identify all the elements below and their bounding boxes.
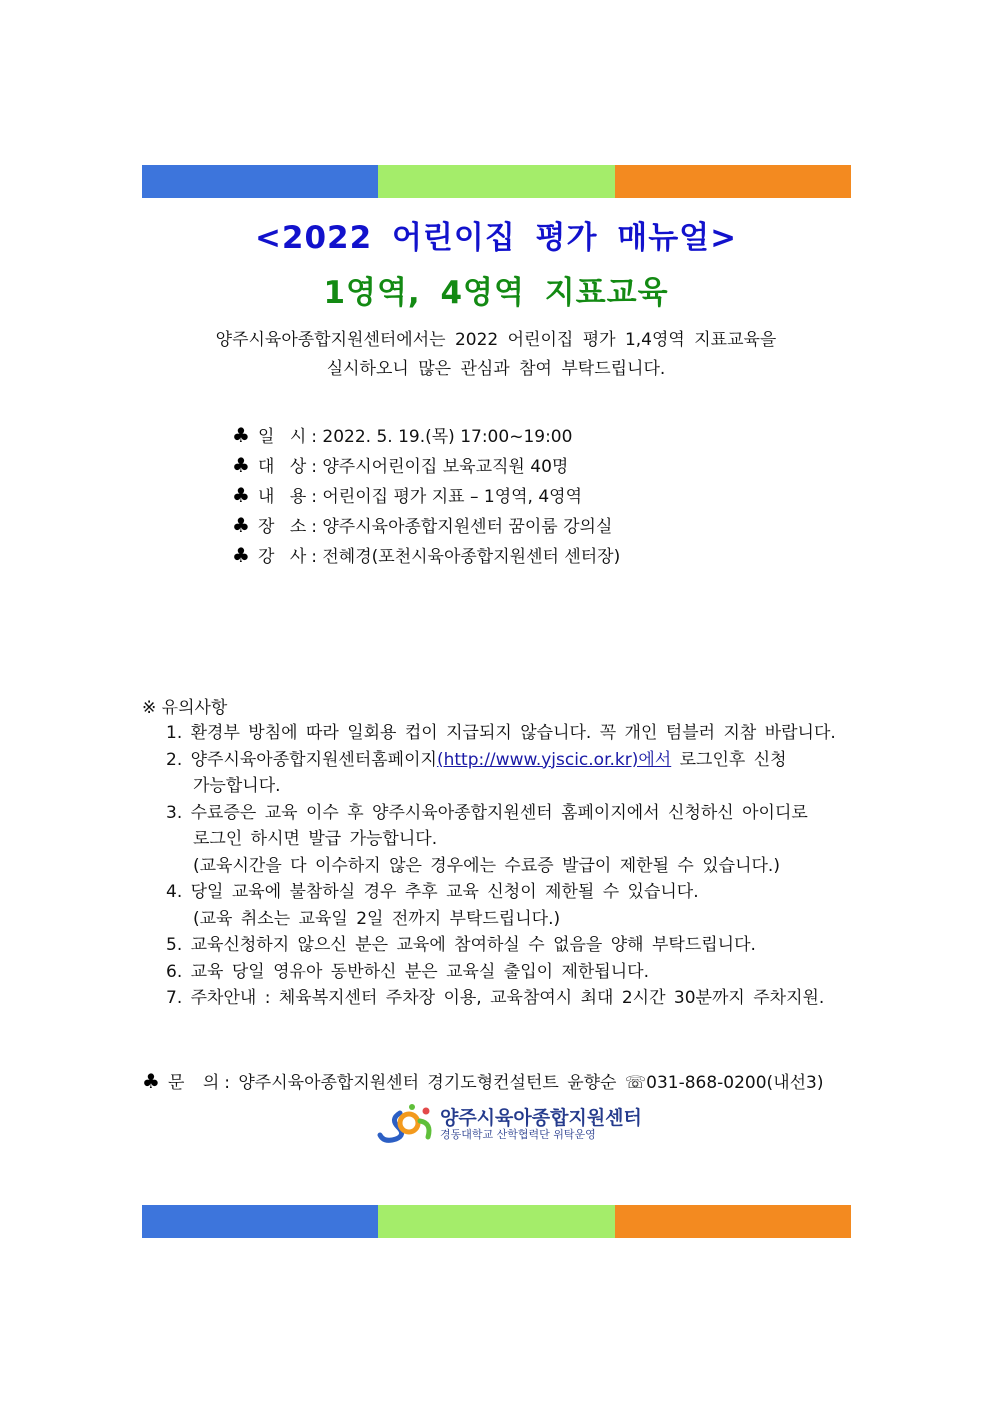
club-bullet-icon: ♣ [232,423,250,447]
bar-segment-green [378,1205,614,1238]
info-value: : 양주시어린이집 보육교직원 40명 [311,457,569,477]
info-label: 장 소 [258,517,312,537]
club-bullet-icon: ♣ [232,453,250,477]
bottom-color-bar [142,1205,851,1238]
center-logo [376,1101,642,1145]
info-row-instructor [232,540,620,570]
note-item: 5. 교육신청하지 않으신 분은 교육에 참여하실 수 없음을 양해 부탁드립니다. [166,935,756,955]
intro-line: 양주시육아종합지원센터에서는 2022 어린이집 평가 1,4영역 지표교육을 [215,330,777,350]
note-item: 1. 환경부 방침에 따라 일회용 컵이 지급되지 않습니다. 꼭 개인 텀블러 지참 바랍니다. [166,723,836,743]
info-row-content [232,480,620,510]
bar-segment-orange [615,1205,851,1238]
bar-segment-blue [142,1205,378,1238]
info-label: 강 사 [258,547,312,567]
contact-label: 문 의 [168,1073,225,1093]
note-item: 4. 당일 교육에 불참하실 경우 추후 교육 신청이 제한될 수 있습니다. [166,882,699,902]
note-text: 2. 양주시육아종합지원센터홈페이지 [166,749,437,770]
intro-paragraph [0,326,992,384]
top-color-bar [142,165,851,198]
logo-name: 양주시육아종합지원센터 [440,1107,642,1129]
page-title: <2022 어린이집 평가 매뉴얼> [254,220,738,256]
note-item: 7. 주차안내 : 체육복지센터 주차장 이용, 교육참여시 최대 2시간 30분까지 주차지원. [166,988,825,1008]
note-remark: (교육 취소는 교육일 2일 전까지 부탁드립니다.) [193,908,561,929]
note-continuation: 로그인 하시면 발급 가능합니다. [193,829,438,849]
info-value: : 어린이집 평가 지표 – 1영역, 4영역 [311,487,582,507]
note-item [166,747,836,774]
bar-segment-blue [142,165,378,198]
info-value: : 2022. 5. 19.(목) 17:00~19:00 [311,427,573,447]
notes-heading: ※ 유의사항 [142,698,228,718]
info-label: 일 시 [258,427,312,447]
note-remark: (교육시간을 다 이수하지 않은 경우에는 수료증 발급이 제한될 수 있습니다.) [193,855,780,876]
club-bullet-icon: ♣ [232,543,250,567]
event-info-list [232,420,620,570]
note-item: 3. 수료증은 교육 이수 후 양주시육아종합지원센터 홈페이지에서 신청하신 아이디로 [166,802,808,823]
info-value: : 양주시육아종합지원센터 꿈이룸 강의실 [311,517,613,537]
club-bullet-icon: ♣ [232,513,250,537]
info-value: : 전혜경(포천시육아종합지원센터 센터장) [311,547,621,567]
logo-subtitle: 경동대학교 산학협력단 위탁운영 [440,1128,596,1141]
club-bullet-icon: ♣ [142,1069,160,1093]
intro-line: 실시하오니 많은 관심과 참여 부탁드립니다. [326,359,666,379]
club-bullet-icon: ♣ [232,483,250,507]
info-label: 내 용 [258,487,312,507]
contact-text: : 양주시육아종합지원센터 경기도형컨설턴트 윤향순 ☏031-868-0200(내선3) [224,1073,824,1093]
info-row-place [232,510,620,540]
center-logo-icon [376,1101,438,1145]
page-subtitle: 1영역, 4영역 지표교육 [323,275,669,311]
info-row-date [232,420,620,450]
homepage-link[interactable]: (http://www.yjscic.or.kr)에서 [436,749,672,770]
note-item: 6. 교육 당일 영유아 동반하신 분은 교육실 출입이 제한됩니다. [166,961,649,982]
bar-segment-orange [615,165,851,198]
info-row-target [232,450,620,480]
contact-line [142,1068,824,1093]
note-text: 로그인후 신청 [671,749,787,770]
note-continuation: 가능합니다. [193,776,281,796]
info-label: 대 상 [258,457,312,477]
bar-segment-green [378,165,614,198]
notes-list [166,720,836,1012]
